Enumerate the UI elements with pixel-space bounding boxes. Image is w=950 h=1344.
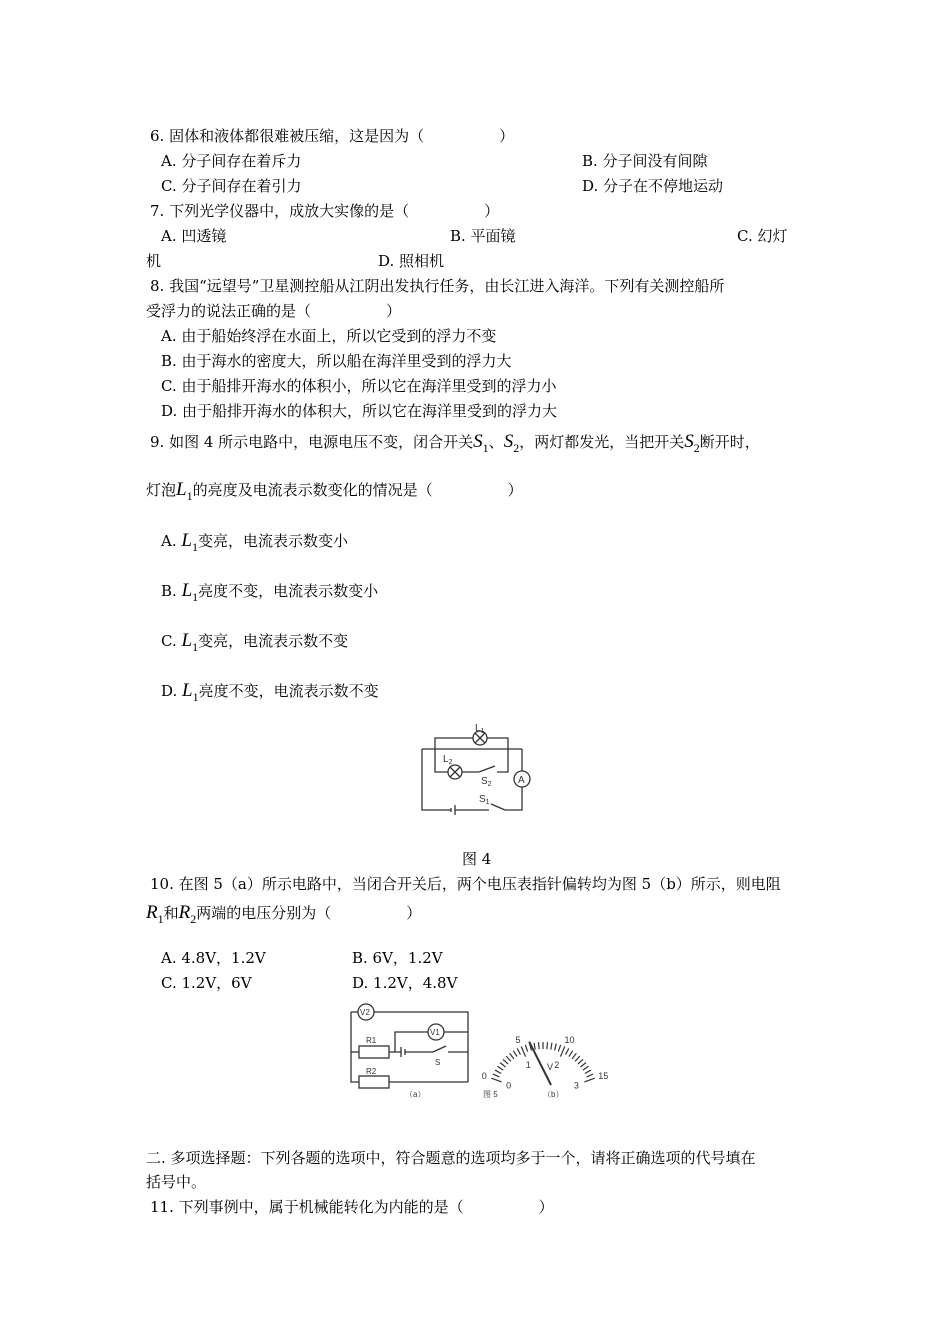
meter-tick bbox=[584, 1078, 594, 1082]
resistor-r1-symbol bbox=[359, 1046, 389, 1058]
label-l1: $L_1$ bbox=[475, 723, 485, 735]
meter-tick bbox=[583, 1066, 589, 1070]
figure-4-caption: 图 4 bbox=[462, 850, 492, 868]
q7-stem: 7. 下列光学仪器中，成放大实像的是（ ） bbox=[150, 202, 500, 220]
meter-tick bbox=[575, 1056, 580, 1061]
section-2-heading-line1: 二. 多项选择题：下列各题的选项中，符合题意的选项均多于一个，请将正确选项的代号填在 bbox=[146, 1149, 756, 1167]
q9-stem-line2 bbox=[146, 480, 523, 506]
symbol-l1: $L_1$ bbox=[181, 630, 199, 654]
q6-stem: 6. 固体和液体都很难被压缩，这是因为（ ） bbox=[150, 127, 515, 145]
meter-tick bbox=[534, 1043, 535, 1050]
q9-option-b: B. $L_1$亮度不变，电流表示数变小 bbox=[161, 580, 379, 604]
q6-option-b: B. 分子间没有间隙 bbox=[582, 152, 708, 170]
meter-tick bbox=[569, 1051, 573, 1057]
q8-option-b: B. 由于海水的密度大，所以船在海洋里受到的浮力大 bbox=[161, 352, 512, 370]
label-r2: R2 bbox=[366, 1067, 377, 1076]
meter-scale-label-bottom: 2 bbox=[554, 1059, 560, 1070]
switch-s1-symbol bbox=[491, 804, 505, 810]
meter-tick bbox=[587, 1074, 593, 1077]
q10-option-d: D. 1.2V，4.8V bbox=[352, 974, 458, 992]
battery-symbol bbox=[401, 1047, 405, 1057]
label-v1: V1 bbox=[430, 1028, 440, 1037]
meter-tick bbox=[555, 1044, 557, 1051]
symbol-l1: $L_1$ bbox=[182, 680, 199, 704]
figure-5b-meter bbox=[482, 1035, 609, 1091]
meter-tick bbox=[551, 1043, 552, 1050]
symbol-s2: $S_2$ bbox=[503, 431, 520, 455]
meter-tick bbox=[506, 1056, 511, 1061]
meter-tick bbox=[503, 1059, 508, 1064]
meter-scale-label-top: 0 bbox=[481, 1070, 487, 1081]
symbol-l1: $L_1$ bbox=[181, 580, 199, 604]
meter-tick bbox=[585, 1070, 591, 1073]
figure-5 bbox=[343, 1002, 623, 1106]
label-s1: $S_1$ bbox=[479, 794, 490, 806]
battery-symbol bbox=[451, 805, 455, 815]
q8-stem-line2: 受浮力的说法正确的是（ ） bbox=[146, 302, 402, 320]
meter-tick bbox=[517, 1048, 520, 1054]
q8-option-a: A. 由于船始终浮在水面上，所以它受到的浮力不变 bbox=[161, 327, 497, 345]
meter-tick bbox=[547, 1042, 548, 1049]
switch-s2-symbol bbox=[479, 766, 495, 772]
meter-tick bbox=[566, 1048, 569, 1054]
section-2-heading-line2: 括号中。 bbox=[146, 1173, 207, 1191]
label-b: （b） bbox=[543, 1090, 564, 1099]
q10-line2-part-b: 两端的电压分别为（ ） bbox=[196, 904, 422, 922]
q6-option-c: C. 分子间存在着引力 bbox=[161, 177, 302, 195]
meter-tick bbox=[510, 1053, 514, 1059]
symbol-l1: $L_1$ bbox=[176, 479, 193, 503]
figure-4-circuit bbox=[415, 722, 540, 822]
q7-option-c: C. 幻灯 bbox=[737, 227, 788, 245]
q9-option-c: C. $L_1$变亮，电流表示数不变 bbox=[161, 630, 349, 654]
q8-option-d: D. 由于船排开海水的体积大，所以它在海洋里受到的浮力大 bbox=[161, 402, 558, 420]
symbol-r2: $R_2$ bbox=[178, 902, 197, 926]
figure-5-caption: 图 5 bbox=[483, 1090, 498, 1099]
q8-option-c: C. 由于船排开海水的体积小，所以它在海洋里受到的浮力小 bbox=[161, 377, 557, 395]
q10-stem-line2 bbox=[146, 903, 421, 929]
q9-separator: 、 bbox=[488, 433, 504, 451]
label-s2: $S_2$ bbox=[481, 776, 492, 788]
q10-option-c: C. 1.2V，6V bbox=[161, 974, 252, 992]
meter-tick bbox=[558, 1045, 560, 1052]
q9-option-d: D. $L_1$亮度不变，电流表示数不变 bbox=[161, 680, 379, 704]
label-l2: $L_2$ bbox=[443, 754, 453, 766]
q7-option-d: D. 照相机 bbox=[378, 252, 445, 270]
q9-line2-part-a: 灯泡 bbox=[146, 481, 177, 499]
label-a: （a） bbox=[405, 1090, 426, 1099]
symbol-s2: $S_2$ bbox=[684, 431, 700, 455]
q6-option-d: D. 分子在不停地运动 bbox=[582, 177, 724, 195]
meter-scale-label-top: 10 bbox=[564, 1035, 575, 1046]
meter-tick bbox=[500, 1063, 505, 1067]
meter-tick bbox=[497, 1066, 503, 1070]
q7-option-c-continued: 机 bbox=[146, 252, 162, 270]
q10-stem-line1: 10. 在图 5（a）所示电路中，当闭合开关后，两个电压表指针偏转均为图 5（b）所示，则电阻 bbox=[150, 875, 781, 893]
meter-tick bbox=[578, 1059, 583, 1064]
q9-stem-part-c: 断开时， bbox=[699, 433, 760, 451]
q11-stem: 11. 下列事例中，属于机械能转化为内能的是（ ） bbox=[150, 1198, 554, 1216]
q9-stem-part-a: 9. 如图 4 所示电路中，电源电压不变，闭合开关 bbox=[150, 433, 474, 451]
q9-stem-part-b: ，两灯都发光，当把开关 bbox=[519, 433, 685, 451]
meter-tick bbox=[513, 1051, 517, 1057]
meter-scale-label-top: 5 bbox=[515, 1035, 521, 1046]
meter-tick bbox=[525, 1045, 527, 1052]
meter-tick bbox=[521, 1046, 525, 1056]
label-r1: R1 bbox=[366, 1036, 377, 1045]
meter-scale-label-bottom: 0 bbox=[506, 1080, 512, 1091]
meter-tick bbox=[560, 1046, 564, 1056]
label-v2: V2 bbox=[360, 1008, 370, 1017]
q10-option-a: A. 4.8V，1.2V bbox=[161, 949, 266, 967]
q6-option-a: A. 分子间存在着斥力 bbox=[161, 152, 302, 170]
q8-stem-line1: 8. 我国“远望号”卫星测控船从江阴出发执行任务，由长江进入海洋。下列有关测控船所 bbox=[150, 277, 725, 295]
meter-tick bbox=[491, 1078, 501, 1082]
meter-tick bbox=[539, 1042, 540, 1049]
meter-scale-label-top: 15 bbox=[598, 1070, 609, 1081]
q9-stem-line1 bbox=[150, 432, 760, 458]
q9-option-a: A. $L_1$变亮，电流表示数变小 bbox=[161, 530, 348, 554]
switch-s-symbol bbox=[433, 1046, 446, 1052]
q7-option-b: B. 平面镜 bbox=[450, 227, 516, 245]
meter-tick bbox=[572, 1053, 576, 1059]
symbol-s1: $S_1$ bbox=[473, 431, 489, 455]
symbol-r1: $R_1$ bbox=[146, 902, 164, 926]
label-ammeter: A bbox=[518, 775, 525, 786]
meter-scale-label-bottom: 1 bbox=[525, 1059, 531, 1070]
q10-option-b: B. 6V，1.2V bbox=[352, 949, 443, 967]
meter-tick bbox=[495, 1070, 501, 1073]
meter-scale-label-bottom: 3 bbox=[573, 1080, 579, 1091]
symbol-l1: $L_1$ bbox=[181, 530, 198, 554]
q10-line2-part-a: 和 bbox=[163, 904, 179, 922]
label-s: S bbox=[435, 1058, 441, 1067]
meter-tick bbox=[580, 1063, 585, 1067]
resistor-r2-symbol bbox=[359, 1076, 389, 1088]
q9-line2-part-b: 的亮度及电流表示数变化的情况是（ ） bbox=[192, 481, 523, 499]
meter-needle-label: V bbox=[547, 1062, 554, 1072]
q7-option-a: A. 凹透镜 bbox=[161, 227, 227, 245]
meter-tick bbox=[493, 1074, 499, 1077]
